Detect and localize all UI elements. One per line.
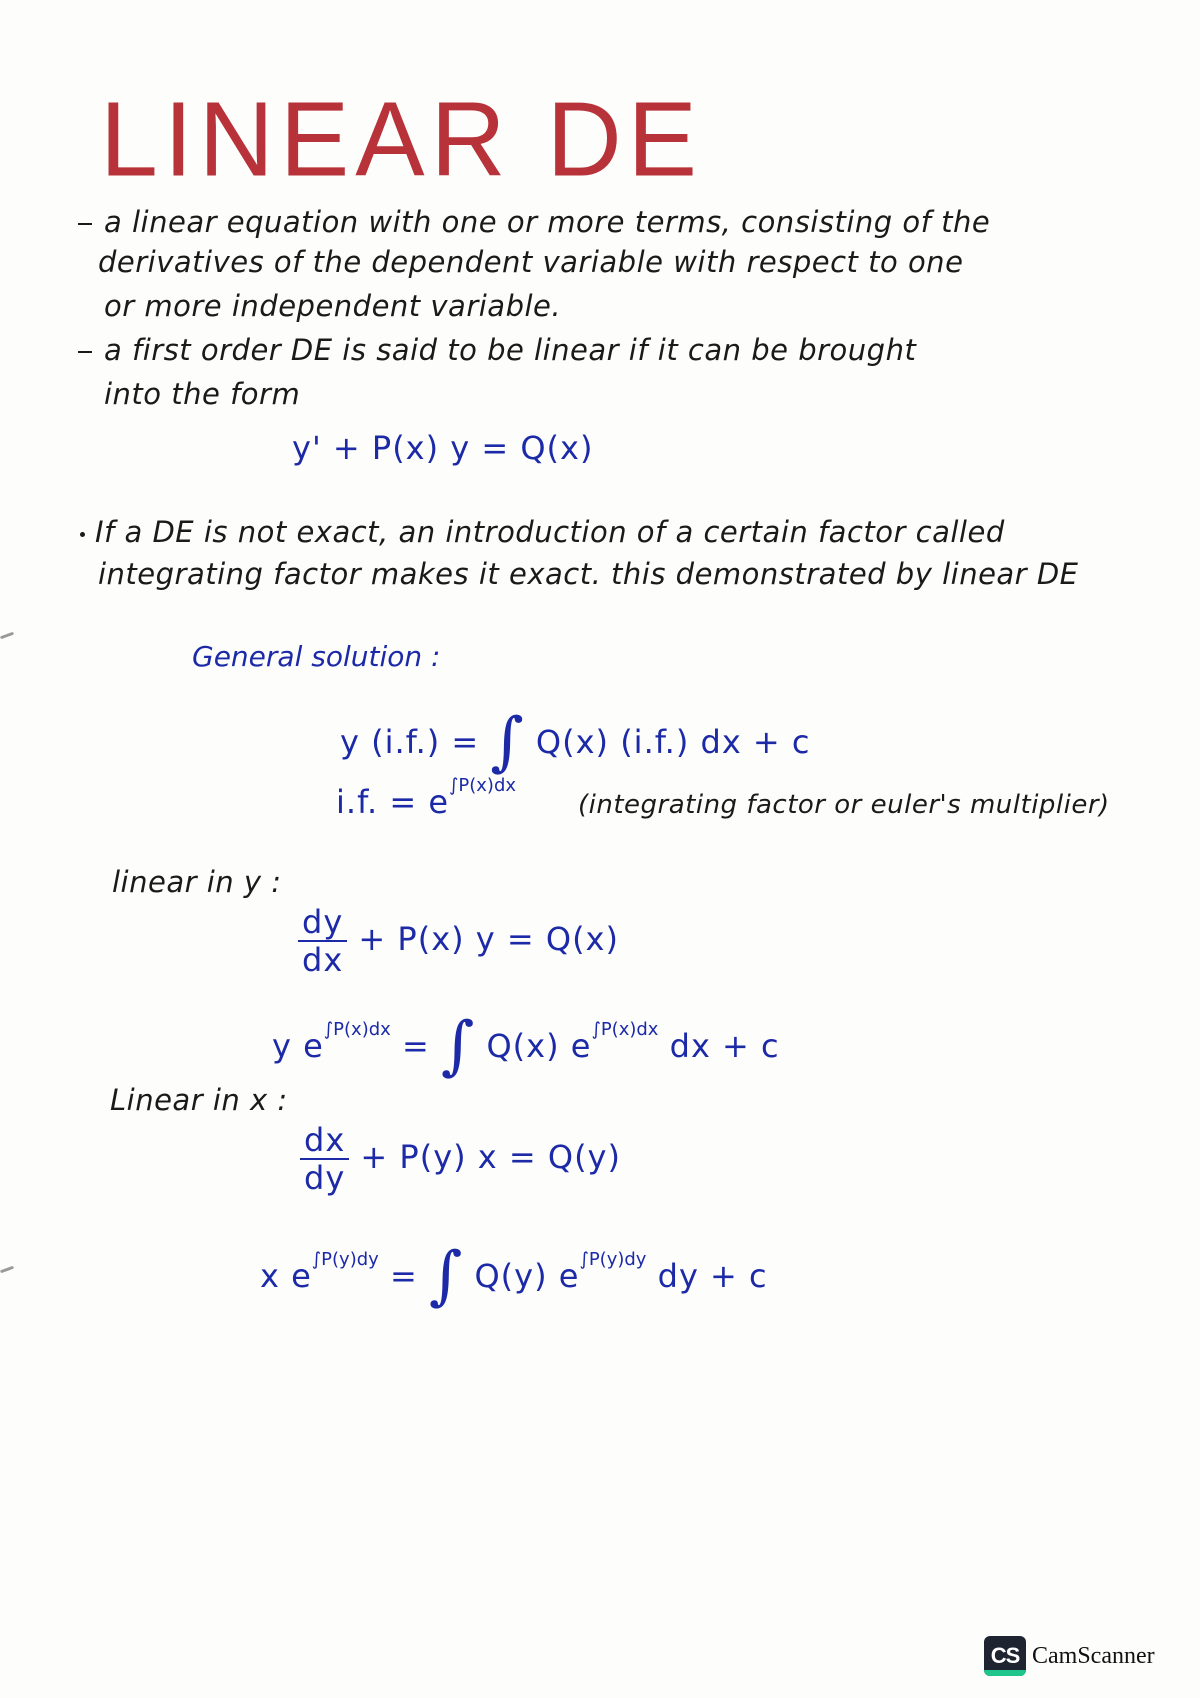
scan-edge-mark — [0, 1266, 14, 1274]
bullet-1-line-3: or more independent variable. — [104, 289, 562, 323]
linear-in-y-equation-2: y $e^{\int P(x)dx}$ = ∫ Q(x) $e^{\int P(x)dx}$ dx + c — [272, 1009, 780, 1083]
general-solution-label: General solution : — [192, 640, 441, 673]
linear-in-x-equation-1: $\frac{dx}{dy}$ + P(y) x = Q(y) — [300, 1124, 621, 1194]
dot-bullet-icon — [80, 532, 85, 537]
bullet-3-line-1: If a DE is not exact, an introduction of a certain factor called — [80, 518, 1005, 547]
integral-sign-icon: ∫ — [490, 705, 525, 779]
bullet-1-line-1: a linear equation with one or more terms, consisting of the — [78, 208, 990, 237]
integrating-factor-note: (integrating factor or euler's multiplier) — [578, 790, 1110, 820]
bullet-3-line-2: integrating factor makes it exact. this demonstrated by linear DE — [98, 557, 1079, 591]
bullet-2-line-2: into the form — [104, 377, 301, 411]
dash-bullet-icon — [78, 351, 92, 353]
bullet-2-line-1: a first order DE is said to be linear if it can be brought — [78, 336, 916, 365]
dash-bullet-icon — [78, 223, 92, 225]
camscanner-brand-text: CamScanner — [1032, 1642, 1155, 1669]
bullet-1-line-2: derivatives of the dependent variable with respect to one — [98, 245, 964, 279]
linear-in-y-equation-1: $\frac{dy}{dx}$ + P(x) y = Q(x) — [298, 906, 619, 976]
linear-in-x-equation-2: x $e^{\int P(y)dy}$ = ∫ Q(y) $e^{\int P(y)dy}$ dy + c — [260, 1239, 768, 1313]
linear-in-x-label: Linear in x : — [110, 1083, 288, 1117]
dy-dx-fraction: $\frac{dy}{dx}$ — [298, 906, 347, 976]
camscanner-logo-icon: CS — [984, 1636, 1026, 1676]
general-solution-equation: y (i.f.) = ∫ Q(x) (i.f.) dx + c — [340, 705, 811, 779]
standard-form-equation: y' + P(x) y = Q(x) — [292, 429, 594, 467]
scan-edge-mark — [0, 632, 14, 640]
page-title: LINEAR DE — [100, 80, 704, 200]
camscanner-watermark — [984, 1636, 1155, 1676]
integral-sign-icon: ∫ — [440, 1009, 476, 1083]
integrating-factor-equation: i.f. = $e^{\int P(x)dx}$ — [336, 775, 517, 821]
integral-sign-icon: ∫ — [428, 1239, 464, 1313]
dx-dy-fraction: $\frac{dx}{dy}$ — [300, 1124, 349, 1194]
linear-in-y-label: linear in y : — [112, 865, 282, 899]
